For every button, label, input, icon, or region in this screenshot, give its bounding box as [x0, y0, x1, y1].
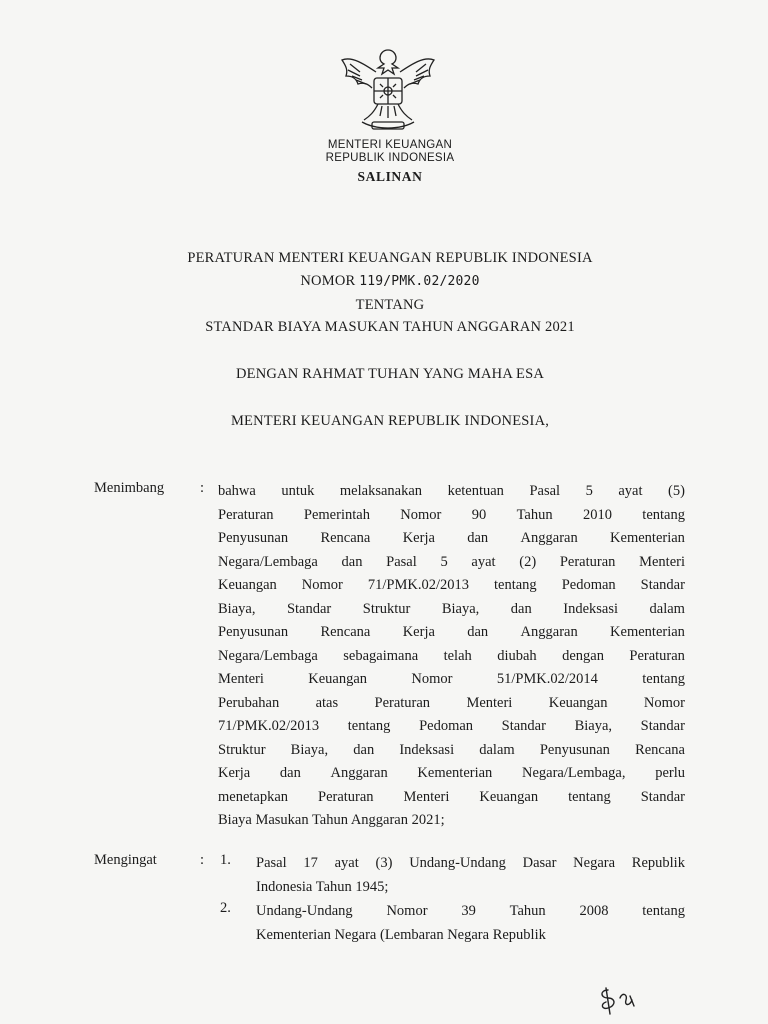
- menimbang-line: Penyusunan Rencana Kerja dan Anggaran Kementerian: [218, 530, 685, 546]
- menimbang-line: Perubahan atas Peraturan Menteri Keuangan Nomor: [218, 694, 685, 711]
- issuer-line: MENTERI KEUANGAN REPUBLIK INDONESIA,: [230, 413, 550, 429]
- number-label: NOMOR: [300, 273, 356, 289]
- menimbang-line: menetapkan Peraturan Menteri Keuangan tentang Standar: [218, 788, 685, 805]
- ministry-name-line2: REPUBLIK INDONESIA: [325, 152, 455, 164]
- mengingat-item-2-number: 2.: [220, 900, 231, 916]
- menimbang-line: bahwa untuk melaksanakan ketentuan Pasal 5 ayat (5): [218, 483, 685, 499]
- copy-mark: SALINAN: [357, 169, 423, 184]
- about-heading: TENTANG: [355, 297, 425, 313]
- garuda-emblem-icon: [336, 42, 440, 136]
- blessing-line: DENGAN RAHMAT TUHAN YANG MAHA ESA: [235, 366, 545, 382]
- menimbang-line: Negara/Lembaga dan Pasal 5 ayat (2) Peraturan Menteri: [218, 553, 685, 570]
- menimbang-line: Biaya, Standar Struktur Biaya, dan Indeksasi dalam: [218, 600, 685, 617]
- mengingat-item-1-number: 1.: [220, 852, 231, 868]
- handwritten-paraf-icon: [594, 984, 644, 1018]
- menimbang-line: Menteri Keuangan Nomor 51/PMK.02/2014 tentang: [218, 671, 685, 687]
- menimbang-line: Negara/Lembaga sebagaimana telah diubah dengan Peraturan: [218, 647, 685, 664]
- mengingat-item-line: Kementerian Negara (Lembaran Negara Republik: [256, 926, 546, 943]
- regulation-title: PERATURAN MENTERI KEUANGAN REPUBLIK INDONESIA: [187, 250, 593, 266]
- menimbang-line: Struktur Biaya, dan Indeksasi dalam Penyusunan Rencana: [218, 741, 685, 758]
- regulation-subject: STANDAR BIAYA MASUKAN TAHUN ANGGARAN 2021: [205, 319, 575, 335]
- menimbang-text: [218, 480, 685, 833]
- mengingat-item-2: [256, 900, 685, 947]
- regulation-number: [0, 273, 768, 290]
- mengingat-item-1: [256, 852, 685, 899]
- menimbang-label: Menimbang: [94, 480, 165, 496]
- menimbang-line: 71/PMK.02/2013 tentang Pedoman Standar Biaya, Standar: [218, 718, 685, 734]
- ministry-name-line1: MENTERI KEUANGAN: [327, 139, 453, 151]
- mengingat-item-line: Indonesia Tahun 1945;: [256, 878, 389, 895]
- menimbang-colon: :: [200, 480, 205, 496]
- menimbang-line: Peraturan Pemerintah Nomor 90 Tahun 2010 tentang: [218, 506, 685, 523]
- number-value: 119/PMK.02/2020: [359, 274, 480, 289]
- menimbang-line: Keuangan Nomor 71/PMK.02/2013 tentang Pedoman Standar: [218, 577, 685, 593]
- menimbang-line: Kerja dan Anggaran Kementerian Negara/Lembaga, perlu: [218, 765, 685, 781]
- mengingat-label: Mengingat: [94, 852, 157, 868]
- mengingat-item-line: Undang-Undang Nomor 39 Tahun 2008 tentang: [256, 903, 685, 919]
- menimbang-line: Biaya Masukan Tahun Anggaran 2021;: [218, 812, 445, 828]
- mengingat-item-line: Pasal 17 ayat (3) Undang-Undang Dasar Negara Republik: [256, 855, 685, 871]
- mengingat-colon: :: [200, 852, 205, 868]
- menimbang-line: Penyusunan Rencana Kerja dan Anggaran Kementerian: [218, 624, 685, 640]
